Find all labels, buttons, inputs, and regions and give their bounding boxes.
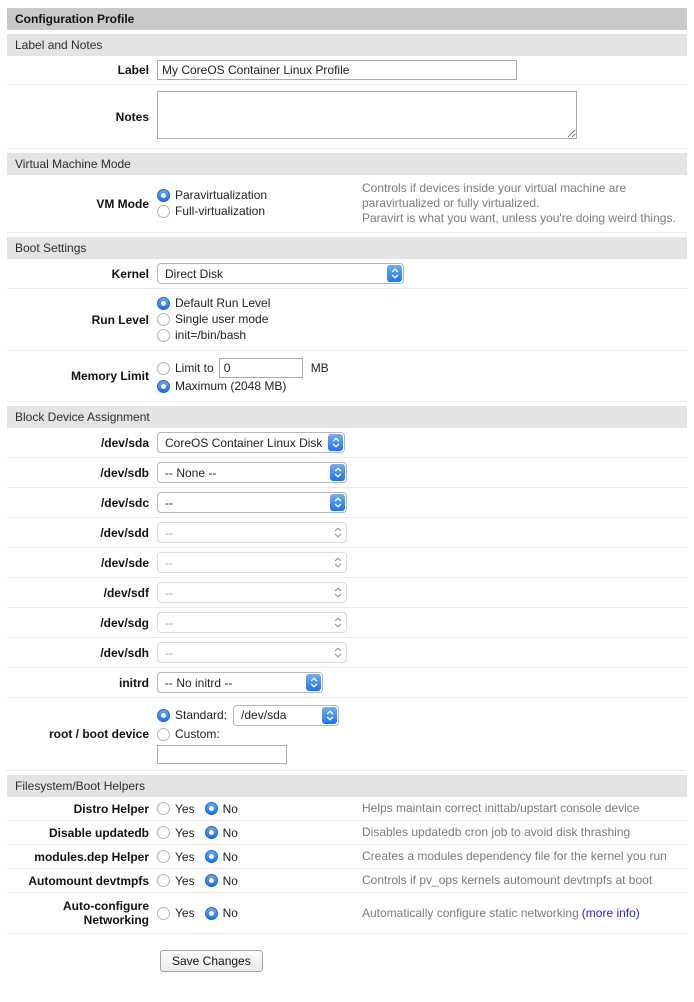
label-row (7, 56, 687, 85)
notes-textarea[interactable] (157, 91, 577, 139)
section-filesystem-boot-helpers: Filesystem/Boot Helpers (7, 775, 687, 797)
dev-sdh-row: /dev/sdh -- (7, 638, 687, 668)
modules-dep-helper-row: modules.dep Helper Yes No Creates a modules dependency file for the kernel you run (7, 845, 687, 869)
more-info-link[interactable]: (more info) (581, 905, 640, 920)
dev-sdg-select: -- (157, 612, 347, 633)
kernel-select[interactable]: Direct Disk (157, 263, 404, 284)
auto-configure-networking-help: Automatically configure static networking (more info) (362, 905, 640, 920)
modules-dep-help: Creates a modules dependency file for the kernel you run (362, 849, 667, 863)
chevron-up-down-icon (330, 494, 345, 511)
chevron-up-down-icon (306, 674, 321, 691)
memory-limit-row: Memory Limit Limit to 0 MB Maximum (2048 MB) (7, 351, 687, 402)
page-title: Configuration Profile (7, 8, 687, 30)
run-level-init-bash-radio[interactable] (157, 329, 170, 342)
memory-maximum-radio[interactable] (157, 380, 170, 393)
root-standard-radio[interactable] (157, 709, 170, 722)
chevron-up-down-icon (328, 434, 343, 451)
dev-sdh-select: -- (157, 642, 347, 663)
save-changes-button[interactable]: Save Changes (160, 950, 263, 972)
initrd-select[interactable]: -- No initrd -- (157, 672, 323, 693)
chevron-up-down-icon (330, 614, 345, 631)
section-virtual-machine-mode: Virtual Machine Mode (7, 153, 687, 175)
section-label-and-notes: Label and Notes (7, 34, 687, 56)
chevron-up-down-icon (330, 524, 345, 541)
label-input[interactable] (157, 60, 517, 80)
modules-dep-no-radio[interactable] (205, 850, 218, 863)
memory-limit-label: Memory Limit (70, 369, 149, 383)
dev-sdc-select[interactable]: -- (157, 492, 347, 513)
section-block-device-assignment: Block Device Assignment (7, 406, 687, 428)
distro-helper-help: Helps maintain correct inittab/upstart console device (362, 801, 640, 815)
dev-sda-row: /dev/sda CoreOS Container Linux Disk (7, 428, 687, 458)
chevron-up-down-icon (330, 554, 345, 571)
distro-helper-no-radio[interactable] (205, 802, 218, 815)
dev-sdg-row: /dev/sdg -- (7, 608, 687, 638)
automount-devtmpfs-row: Automount devtmpfs Yes No Controls if pv_ops kernels automount devtmpfs at boot (7, 869, 687, 893)
root-standard-select[interactable]: /dev/sda (233, 705, 339, 726)
auto-configure-networking-no-radio[interactable] (205, 907, 218, 920)
disable-updatedb-no-radio[interactable] (205, 826, 218, 839)
run-level-label: Run Level (91, 312, 149, 327)
run-level-row: Run Level Default Run Level Single user mode init=/bin/bash (7, 289, 687, 351)
initrd-row: initrd -- No initrd -- (7, 668, 687, 698)
disable-updatedb-help: Disables updatedb cron job to avoid disk thrashing (362, 825, 631, 839)
section-boot-settings: Boot Settings (7, 237, 687, 259)
dev-sdd-select: -- (157, 522, 347, 543)
memory-limit-to-radio[interactable] (157, 362, 170, 375)
vm-mode-full-virtualization-radio[interactable] (157, 205, 170, 218)
notes-field-label: Notes (115, 109, 149, 124)
run-level-single-user-radio[interactable] (157, 313, 170, 326)
kernel-row (7, 259, 687, 289)
dev-sde-select: -- (157, 552, 347, 573)
automount-devtmpfs-no-radio[interactable] (205, 874, 218, 887)
root-boot-device-label: root / boot device (48, 727, 149, 741)
dev-sdf-select: -- (157, 582, 347, 603)
chevron-up-down-icon (330, 584, 345, 601)
dev-sdb-select[interactable]: -- None -- (157, 462, 347, 483)
auto-configure-networking-yes-radio[interactable] (157, 907, 170, 920)
vm-mode-row: VM Mode Paravirtualization Full-virtualization Controls if devices inside your virtual machine are paravirtualized or fully virtualized. Paravirt is what you want, unless you're doing weird things. (7, 175, 687, 233)
vm-mode-label: VM Mode (96, 196, 149, 211)
modules-dep-yes-radio[interactable] (157, 850, 170, 863)
dev-sdf-row: /dev/sdf -- (7, 578, 687, 608)
dev-sdb-row: /dev/sdb -- None -- (7, 458, 687, 488)
dev-sde-row: /dev/sde -- (7, 548, 687, 578)
disable-updatedb-yes-radio[interactable] (157, 826, 170, 839)
automount-devtmpfs-help: Controls if pv_ops kernels automount devtmpfs at boot (362, 873, 653, 887)
chevron-up-down-icon (330, 464, 345, 481)
vm-mode-help: Controls if devices inside your virtual machine are paravirtualized or fully virtualized. Paravirt is what you want, unless you're doing weird things. (362, 181, 676, 225)
root-custom-radio[interactable] (157, 728, 170, 741)
root-custom-input[interactable] (157, 745, 287, 764)
run-level-default-radio[interactable] (157, 297, 170, 310)
dev-sda-select[interactable]: CoreOS Container Linux Disk (157, 432, 345, 453)
chevron-up-down-icon (322, 707, 337, 724)
distro-helper-row: Distro Helper Yes No Helps maintain correct inittab/upstart console device (7, 797, 687, 821)
distro-helper-yes-radio[interactable] (157, 802, 170, 815)
auto-configure-networking-row: Auto-configure Networking Yes No Automatically configure static networking (more info) (7, 893, 687, 934)
kernel-label: Kernel (111, 266, 149, 281)
root-boot-device-row: root / boot device Standard: /dev/sda Custom: (7, 698, 687, 771)
memory-limit-input[interactable] (219, 358, 303, 378)
chevron-up-down-icon (387, 265, 402, 282)
automount-devtmpfs-yes-radio[interactable] (157, 874, 170, 887)
dev-sdc-row: /dev/sdc -- (7, 488, 687, 518)
disable-updatedb-row: Disable updatedb Yes No Disables updatedb cron job to avoid disk thrashing (7, 821, 687, 845)
notes-row (7, 85, 687, 149)
label-field-label: Label (117, 63, 149, 77)
memory-unit-label: MB (310, 360, 329, 375)
chevron-up-down-icon (330, 644, 345, 661)
dev-sdd-row: /dev/sdd -- (7, 518, 687, 548)
vm-mode-paravirtualization-radio[interactable] (157, 189, 170, 202)
